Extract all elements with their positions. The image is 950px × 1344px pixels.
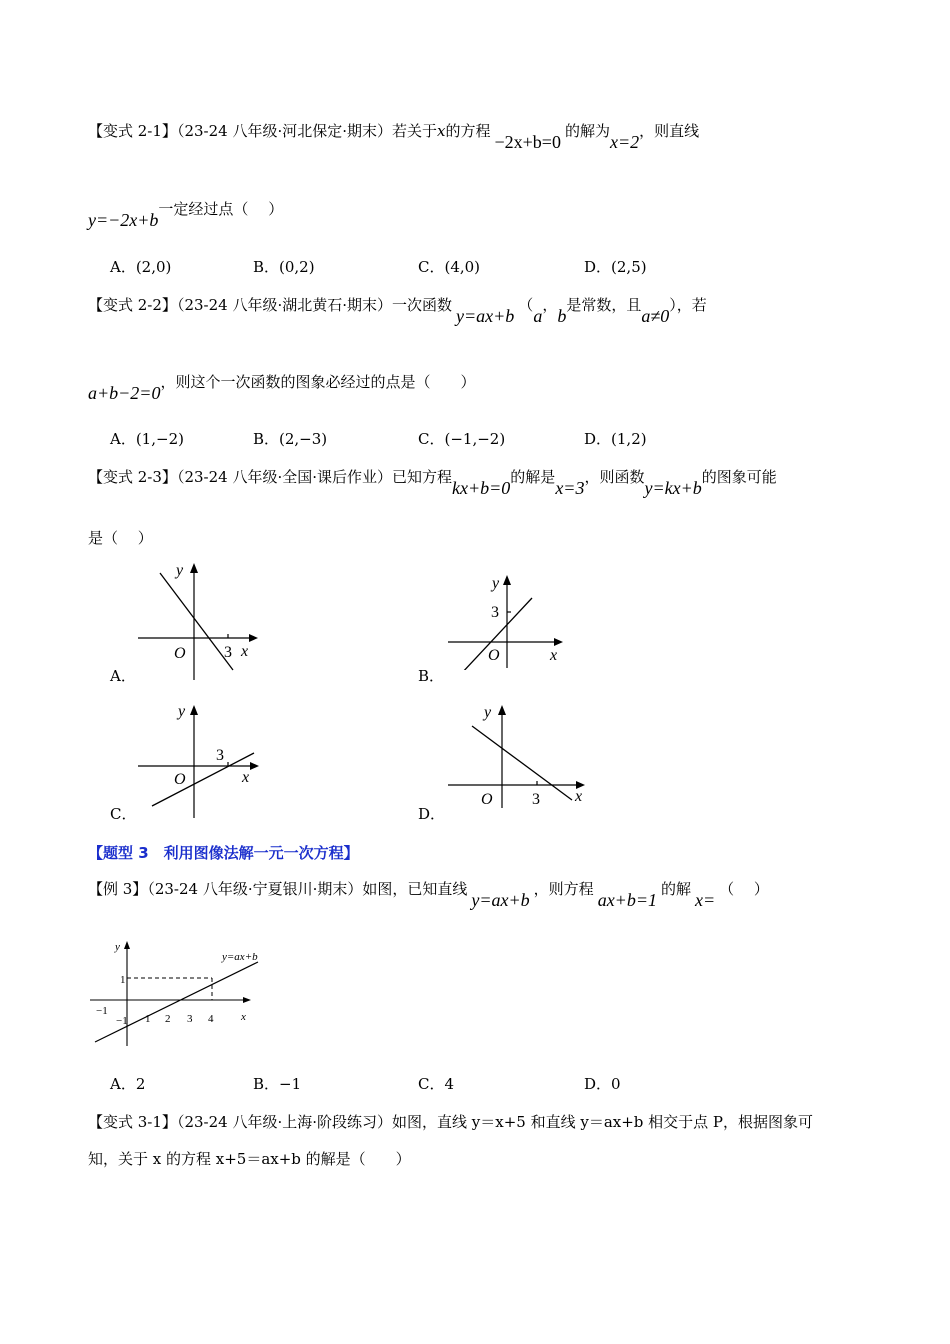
question-2-3-line-1 (88, 466, 777, 498)
axis-label-x: x (241, 1011, 246, 1023)
question-text: 的图象可能 (701, 468, 777, 486)
option-c: C．(−1,−2) (418, 430, 506, 448)
option-c: C．4 (418, 1075, 455, 1093)
graph-option-d: D． (418, 805, 446, 823)
origin-label: O (174, 771, 186, 788)
section-heading: 【题型 3 利用图像法解一元一次方程】 (88, 844, 359, 862)
graph-b (440, 570, 570, 670)
origin-label: O (488, 647, 500, 664)
option-a: A．(1,−2) (110, 430, 184, 448)
question-text: 是常数，且 (566, 296, 642, 314)
question-text: ，则方程 (533, 880, 594, 898)
question-text: 已知方程 (392, 468, 453, 486)
question-2-3-line-2 (88, 528, 153, 548)
axis-label-y: y (492, 575, 500, 592)
tick-label-3: 3 (491, 604, 499, 621)
question-source: （23-24 八年级·全国·课后作业） (176, 468, 392, 486)
question-text: 的解 (660, 880, 691, 898)
question-label: 【变式 2-3】 (88, 468, 177, 486)
math-equation: y=kx+b (644, 478, 702, 498)
question-text: 如图，已知直线 (362, 880, 468, 898)
math-equation: ax+b=1 (597, 890, 657, 910)
axis-label-y: y (484, 704, 492, 721)
question-text: 一次函数 (392, 296, 453, 314)
option-b: B．(2,−3) (253, 430, 328, 448)
question-text: 若关于 (392, 122, 438, 140)
question-2-2-line-1 (88, 294, 707, 326)
question-label: 【变式 2-2】 (88, 296, 177, 314)
option-d: D．(1,2) (584, 430, 647, 448)
origin-label: O (481, 791, 493, 808)
option-a: A．(2,0) (110, 258, 172, 276)
line-label: y=ax+b (222, 951, 258, 963)
question-2-2-line-2 (88, 371, 476, 403)
question-text: ，则直线 (639, 122, 700, 140)
tick-x-3: 3 (187, 1013, 193, 1025)
example-3-line-1 (88, 878, 769, 910)
graph-option-c: C． (110, 805, 137, 823)
example-3-graph (86, 938, 276, 1050)
graph-d (440, 700, 590, 810)
tick-x-neg1: −1 (96, 1005, 108, 1017)
question-text: ），若 (669, 296, 707, 314)
math-variable: a (533, 306, 543, 326)
axis-label-y: y (178, 703, 186, 720)
graph-option-b: B． (418, 667, 445, 685)
question-text: 的解是 (510, 468, 556, 486)
math-variable: b (557, 306, 567, 326)
question-text: （ ） (719, 880, 769, 898)
axis-label-x: x (242, 769, 250, 786)
question-text: 一定经过点（ ） (158, 200, 284, 218)
axis-label-x: x (241, 643, 249, 660)
tick-y-1: 1 (120, 974, 126, 986)
graph-a (130, 558, 270, 688)
tick-y-neg1: −1 (116, 1015, 128, 1027)
question-label: 【变式 3-1】 (88, 1113, 177, 1131)
question-text: 的解为 (564, 122, 610, 140)
question-text: ， (542, 296, 558, 314)
question-source: （23-24 八年级·湖北黄石·期末） (176, 296, 392, 314)
question-source: （23-24 八年级·宁夏银川·期末） (147, 880, 363, 898)
question-2-1-line-2 (88, 198, 284, 230)
math-equation: kx+b=0 (452, 478, 511, 498)
question-label: 【例 3】 (88, 880, 148, 898)
origin-label: O (174, 645, 186, 662)
question-text: 知，关于 x 的方程 x+5＝ax+b 的解是（ ） (88, 1150, 411, 1168)
math-equation: x= (695, 890, 716, 910)
math-equation: x=2 (609, 132, 640, 152)
math-equation: y=−2x+b (88, 210, 159, 230)
axis-label-x: x (550, 647, 558, 664)
question-source: （23-24 八年级·上海·阶段练习） (176, 1113, 392, 1131)
question-text: ，则这个一次函数的图象必经过的点是（ ） (160, 373, 476, 391)
option-c: C．(4,0) (418, 258, 481, 276)
math-equation: a+b−2=0 (88, 383, 161, 403)
math-variable: x (437, 122, 446, 140)
option-a: A．2 (110, 1075, 146, 1093)
option-b: B．(0,2) (253, 258, 315, 276)
tick-label-3: 3 (224, 644, 232, 661)
graph-c (130, 700, 270, 820)
graph-option-a: A． (110, 667, 136, 685)
question-3-1-line-1 (88, 1112, 813, 1132)
axis-label-y: y (115, 941, 120, 953)
tick-x-1: 1 (145, 1013, 151, 1025)
tick-x-2: 2 (165, 1013, 171, 1025)
question-text: （ (518, 296, 534, 314)
math-equation: a≠0 (641, 306, 670, 326)
math-equation: x=3 (555, 478, 585, 498)
tick-x-4: 4 (208, 1013, 214, 1025)
option-d: D．(2,5) (584, 258, 647, 276)
axis-label-x: x (575, 788, 583, 805)
question-label: 【变式 2-1】 (88, 122, 177, 140)
tick-label-3: 3 (216, 747, 224, 764)
question-3-1-line-2 (88, 1149, 411, 1169)
question-text: ，则函数 (584, 468, 645, 486)
question-2-1-line-1 (88, 120, 700, 152)
question-text: 是（ ） (88, 529, 153, 547)
option-d: D．0 (584, 1075, 621, 1093)
question-source: （23-24 八年级·河北保定·期末） (176, 122, 392, 140)
question-text: 的方程 (445, 122, 491, 140)
question-text: 如图，直线 y＝x+5 和直线 y＝ax+b 相交于点 P，根据图象可 (392, 1113, 814, 1131)
math-equation: y=ax+b (471, 890, 530, 910)
tick-label-3: 3 (532, 791, 540, 808)
axis-label-y: y (176, 562, 184, 579)
option-b: B．−1 (253, 1075, 302, 1093)
math-equation: −2x+b=0 (494, 132, 561, 152)
math-equation: y=ax+b (456, 306, 515, 326)
